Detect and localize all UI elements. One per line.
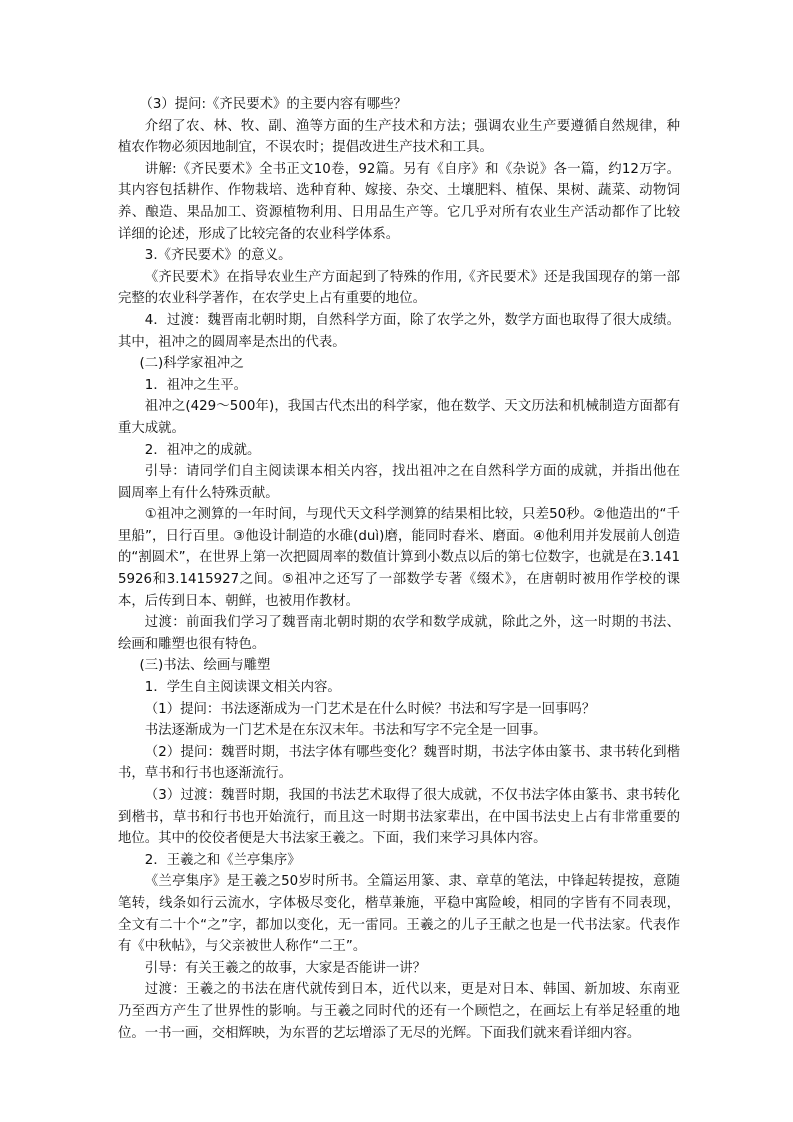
question-2: （2）提问：魏晋时期，书法字体有哪些变化？魏晋时期，书法字体由篆书、隶书转化到楷书，草书和行书也逐渐流行。 xyxy=(118,744,680,782)
guidance-paragraph-2: 引导：有关王羲之的故事，大家是否能讲一讲？ xyxy=(144,960,426,976)
document-page xyxy=(118,94,680,1044)
explanation-paragraph: 讲解:《齐民要术》全书正文10卷，92篇。另有《自序》和《杂说》各一篇，约12万字。其内容包括耕作、作物栽培、选种育种、嫁接、杂交、土壤肥料、植保、果树、蔬菜、动物饲养、酿造、果品加工、资源植物利用、日用品生产等。它几乎对所有农业生产活动都作了比较详细的论述，形成了比较完备的农业科学体系。 xyxy=(118,161,680,242)
section-significance-heading: 3.《齐民要术》的意义。 xyxy=(144,248,292,264)
section-heading-calligraphy: (三)书法、绘画与雕塑 xyxy=(139,658,271,674)
answer-1: 书法逐渐成为一门艺术是在东汉末年。书法和写字不完全是一回事。 xyxy=(144,723,547,739)
transition-paragraph-1: 4．过渡：魏晋南北朝时期，自然科学方面，除了农学之外，数学方面也取得了很大成绩。其中，祖冲之的圆周率是杰出的代表。 xyxy=(118,312,680,350)
question-1: （1）提问：书法逐渐成为一门艺术是在什么时候？书法和写字是一回事吗？ xyxy=(144,701,596,717)
subheading-self-reading: 1．学生自主阅读课文相关内容。 xyxy=(144,680,341,696)
subheading-wang-xizhi: 2．王羲之和《兰亭集序》 xyxy=(144,852,301,868)
section-heading-zu-chongzhi: (二)科学家祖冲之 xyxy=(139,356,244,372)
subheading-biography: 1．祖冲之生平。 xyxy=(144,377,248,393)
guidance-paragraph-1: 引导：请同学们自主阅读课本相关内容，找出祖冲之在自然科学方面的成就，并指出他在圆周率上有什么特殊贡献。 xyxy=(118,464,680,501)
answer-main-content: 介绍了农、林、牧、副、渔等方面的生产技术和方法；强调农业生产要遵循自然规律，种植农作物必须因地制宜，不误农时；提倡改进生产技术和工具。 xyxy=(118,118,680,156)
subheading-achievements: 2．祖冲之的成就。 xyxy=(144,442,261,458)
significance-paragraph: 《齐民要术》在指导农业生产方面起到了特殊的作用,《齐民要术》还是我国现存的第一部完整的农业科学著作，在农学史上占有重要的地位。 xyxy=(118,269,680,307)
transition-3: （3）过渡：魏晋时期，我国的书法艺术取得了很大成就，不仅书法字体由篆书、隶书转化到楷书，草书和行书也开始流行，而且这一时期书法家辈出，在中国书法史上占有非常重要的地位。其中的佼佼者便是大书法家王羲之。下面，我们来学习具体内容。 xyxy=(118,788,680,847)
achievements-paragraph: ①祖冲之测算的一年时间，与现代天文科学测算的结果相比较，只差50秒。②他造出的“千里船”，日行百里。③他设计制造的水碓(duì)磨，能同时舂米、磨面。④他利用并发展前人创造的“割圆术”，在世界上第一次把圆周率的数值计算到小数点以后的第七位数字，也就是在3.1415926和3.1415927之间。⑤祖冲之还写了一部数学专著《缀术》，在唐朝时被用作学校的课本，后传到日本、朝鲜，也被用作教材。 xyxy=(118,507,680,609)
transition-paragraph-4: 过渡：王羲之的书法在唐代就传到日本，近代以来，更是对日本、韩国、新加坡、东南亚乃至西方产生了世界性的影响。与王羲之同时代的还有一个顾恺之，在画坛上有举足轻重的地位。一书一画，交相辉映，为东晋的艺坛增添了无尽的光辉。下面我们就来看详细内容。 xyxy=(118,982,680,1041)
biography-paragraph: 祖冲之(429～500年)，我国古代杰出的科学家，他在数学、天文历法和机械制造方面都有重大成就。 xyxy=(118,399,680,436)
question-3-heading: （3）提问:《齐民要术》的主要内容有哪些？ xyxy=(139,97,407,112)
lanting-paragraph: 《兰亭集序》是王羲之50岁时所书。全篇运用篆、隶、章草的笔法，中锋起转提按，意随笔转，线条如行云流水，字体极尽变化，楷草兼施，平稳中寓险峻，相同的字皆有不同表现，全文有二十个“之”字，都加以变化，无一雷同。王羲之的儿子王献之也是一代书法家。代表作有《中秋帖》，与父亲被世人称作“二王”。 xyxy=(118,874,680,955)
transition-paragraph-2: 过渡：前面我们学习了魏晋南北朝时期的农学和数学成就，除此之外，这一时期的书法、绘画和雕塑也很有特色。 xyxy=(118,615,680,652)
